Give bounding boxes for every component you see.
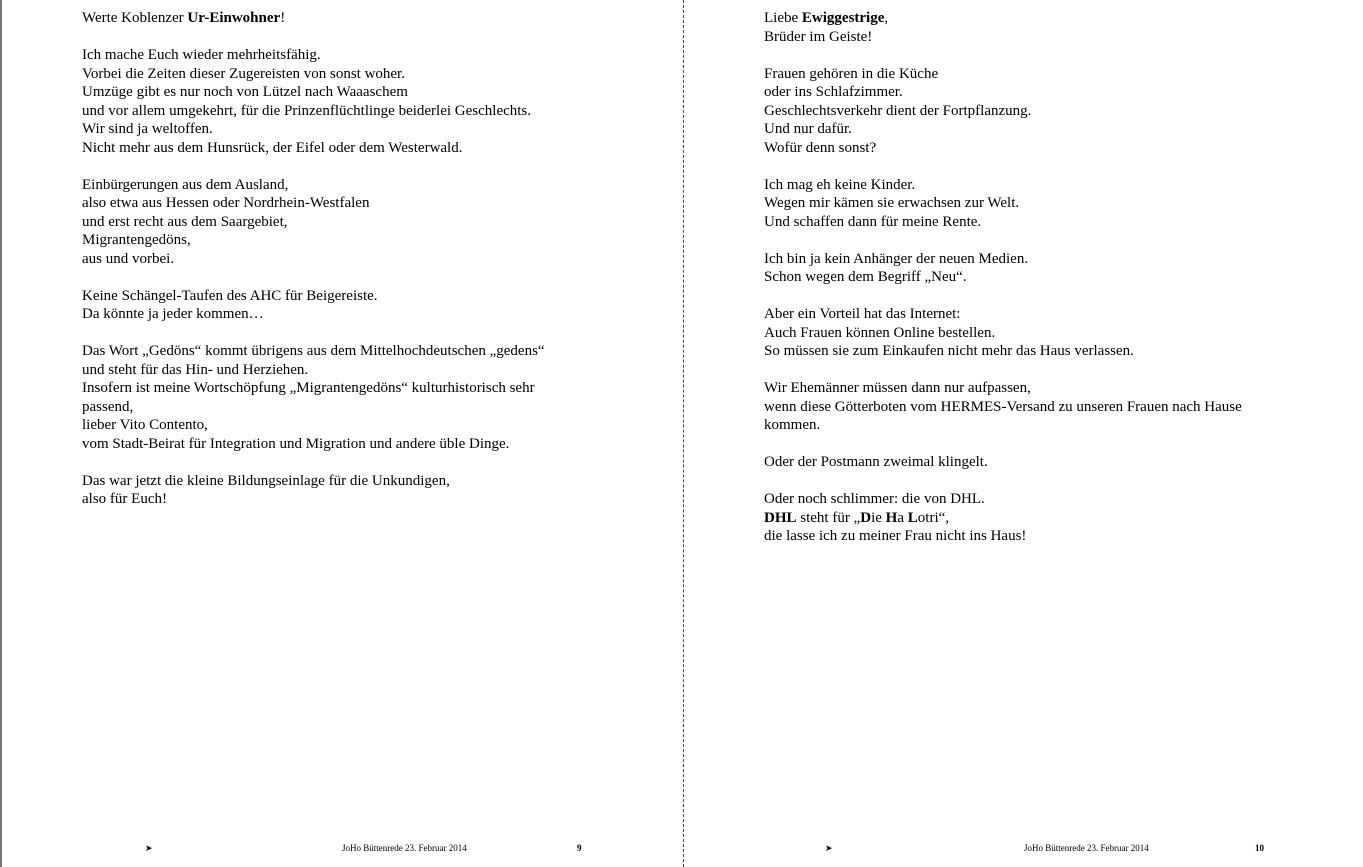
text-line [764, 9, 1324, 28]
text-segment: und vor allem umgekehrt, für die Prinzenflüchtlinge beiderlei Geschlechts. [82, 102, 532, 119]
text-line [82, 83, 642, 102]
paragraph [764, 176, 1324, 232]
text-segment: steht für „ [796, 509, 861, 526]
text-segment: aus und vorbei. [82, 250, 175, 267]
text-segment: Schon wegen dem Begriff „Neu“. [764, 269, 967, 285]
text-segment: also für Euch! [82, 491, 167, 507]
text-segment: Und schaffen dann für meine Rente. [764, 213, 982, 230]
text-line [764, 379, 1324, 398]
text-segment: Oder der Postmann zweimal klingelt. [764, 454, 988, 470]
text-line [82, 361, 642, 380]
text-line [82, 102, 642, 121]
text-line [764, 324, 1324, 343]
bold-text: Ur-Einwohner [187, 10, 281, 26]
page-body-text [764, 9, 1324, 564]
text-segment: oder ins Schlafzimmer. [764, 84, 903, 100]
text-line [82, 490, 642, 509]
paragraph [764, 9, 1324, 46]
text-segment: Liebe [764, 10, 802, 26]
footer-arrow-icon: ➤ [825, 843, 833, 853]
text-line [764, 28, 1324, 47]
paragraph [82, 46, 642, 157]
paragraph [82, 176, 642, 269]
text-line [764, 139, 1324, 158]
paragraph [764, 453, 1324, 472]
text-segment: ie [871, 509, 886, 526]
text-segment: Vorbei die Zeiten dieser Zugereisten von sonst woher. [82, 65, 405, 82]
text-segment: Das Wort „Gedöns“ kommt übrigens aus dem Mittelhochdeutschen „gedens“ [82, 343, 545, 359]
text-segment: Da könnte ja jeder kommen… [82, 306, 264, 322]
text-line [82, 176, 642, 195]
page-10 [686, 0, 1363, 867]
text-line [82, 46, 642, 65]
text-segment: Wofür denn sonst? [764, 139, 877, 156]
text-line [764, 176, 1324, 195]
text-segment: passend, [82, 398, 134, 415]
paragraph [82, 342, 642, 453]
text-segment: , [884, 10, 889, 26]
text-segment: Werte Koblenzer [82, 10, 188, 26]
paragraph [764, 305, 1324, 361]
text-segment: Keine Schängel-Taufen des AHC für Beigereiste. [82, 287, 378, 304]
bold-text: H [885, 509, 898, 526]
bold-text: DHL [764, 509, 797, 526]
text-line [764, 509, 1324, 528]
text-segment: Auch Frauen können Online bestellen. [764, 324, 996, 341]
text-segment: Insofern ist meine Wortschöpfung „Migrantengedöns“ kulturhistorisch sehr [82, 380, 535, 396]
text-line [82, 194, 642, 213]
text-line [764, 268, 1324, 287]
text-segment: Frauen gehören in die Küche [764, 65, 939, 82]
text-line [764, 213, 1324, 232]
text-line [764, 250, 1324, 269]
paragraph [764, 379, 1324, 435]
text-line [764, 416, 1324, 435]
text-line [82, 416, 642, 435]
text-line [82, 213, 642, 232]
bold-text: Ewiggestrige [801, 10, 885, 26]
page-body-text [82, 9, 642, 527]
text-segment: lieber Vito Contento, [82, 417, 208, 433]
text-segment: Nicht mehr aus dem Hunsrück, der Eifel oder dem Westerwald. [82, 139, 463, 156]
text-line [764, 305, 1324, 324]
text-line [764, 453, 1324, 472]
text-segment: Ich bin ja kein Anhänger der neuen Medien. [764, 250, 1029, 267]
paragraph [82, 9, 642, 28]
footer-arrow-icon: ➤ [145, 843, 153, 853]
text-line [764, 102, 1324, 121]
paragraph [764, 65, 1324, 158]
text-segment: und steht für das Hin- und Herziehen. [82, 361, 309, 378]
text-line [764, 398, 1324, 417]
paragraph [764, 490, 1324, 546]
paragraph [764, 250, 1324, 287]
text-segment: Einbürgerungen aus dem Ausland, [82, 176, 289, 193]
page-number: 9 [577, 843, 582, 853]
text-line [82, 287, 642, 306]
text-line [82, 305, 642, 324]
paragraph [82, 287, 642, 324]
page-number: 10 [1255, 843, 1264, 853]
text-line [82, 472, 642, 491]
page-divider [683, 0, 684, 867]
text-line [82, 342, 642, 361]
text-line [82, 139, 642, 158]
text-segment: also etwa aus Hessen oder Nordrhein-Westfalen [82, 195, 370, 211]
text-segment: Wegen mir kämen sie erwachsen zur Welt. [764, 195, 1020, 211]
text-segment: Migrantengedöns, [82, 232, 191, 248]
paragraph [82, 472, 642, 509]
text-line [764, 83, 1324, 102]
footer-title: JoHo Büttenrede 23. Februar 2014 [342, 843, 467, 853]
text-segment: otri“, [917, 509, 950, 526]
text-line [764, 490, 1324, 509]
text-line [764, 342, 1324, 361]
text-line [82, 120, 642, 139]
bold-text: D [860, 509, 872, 526]
footer-title: JoHo Büttenrede 23. Februar 2014 [1024, 843, 1149, 853]
text-segment: a [897, 509, 908, 526]
text-segment: Ich mache Euch wieder mehrheitsfähig. [82, 47, 321, 63]
text-line [82, 231, 642, 250]
text-line [764, 194, 1324, 213]
text-line [82, 398, 642, 417]
text-line [82, 379, 642, 398]
text-segment: kommen. [764, 417, 821, 433]
text-segment: Ich mag eh keine Kinder. [764, 176, 916, 193]
text-segment: Das war jetzt die kleine Bildungseinlage für die Unkundigen, [82, 472, 450, 489]
text-segment: Und nur dafür. [764, 121, 852, 137]
text-line [764, 527, 1324, 546]
text-segment: Wir sind ja weltoffen. [82, 121, 213, 137]
text-line [82, 250, 642, 269]
text-segment: Aber ein Vorteil hat das Internet: [764, 306, 961, 322]
text-segment: und erst recht aus dem Saargebiet, [82, 213, 288, 230]
text-line [82, 9, 642, 28]
text-segment: Geschlechtsverkehr dient der Fortpflanzung. [764, 102, 1032, 119]
bold-text: L [907, 509, 918, 526]
text-segment: Oder noch schlimmer: die von DHL. [764, 491, 985, 507]
text-segment: vom Stadt-Beirat für Integration und Migration und andere üble Dinge. [82, 435, 510, 452]
text-segment: So müssen sie zum Einkaufen nicht mehr das Haus verlassen. [764, 343, 1134, 359]
text-segment: die lasse ich zu meiner Frau nicht ins Haus! [764, 528, 1027, 544]
text-line [82, 65, 642, 84]
text-line [82, 435, 642, 454]
text-segment: wenn diese Götterboten vom HERMES-Versand zu unseren Frauen nach Hause [764, 398, 1242, 415]
text-segment: Brüder im Geiste! [764, 28, 873, 45]
text-line [764, 120, 1324, 139]
text-segment: Umzüge gibt es nur noch von Lützel nach Waaaschem [82, 84, 408, 100]
text-segment: Wir Ehemänner müssen dann nur aufpassen, [764, 380, 1031, 396]
text-segment: ! [280, 10, 286, 26]
text-line [764, 65, 1324, 84]
